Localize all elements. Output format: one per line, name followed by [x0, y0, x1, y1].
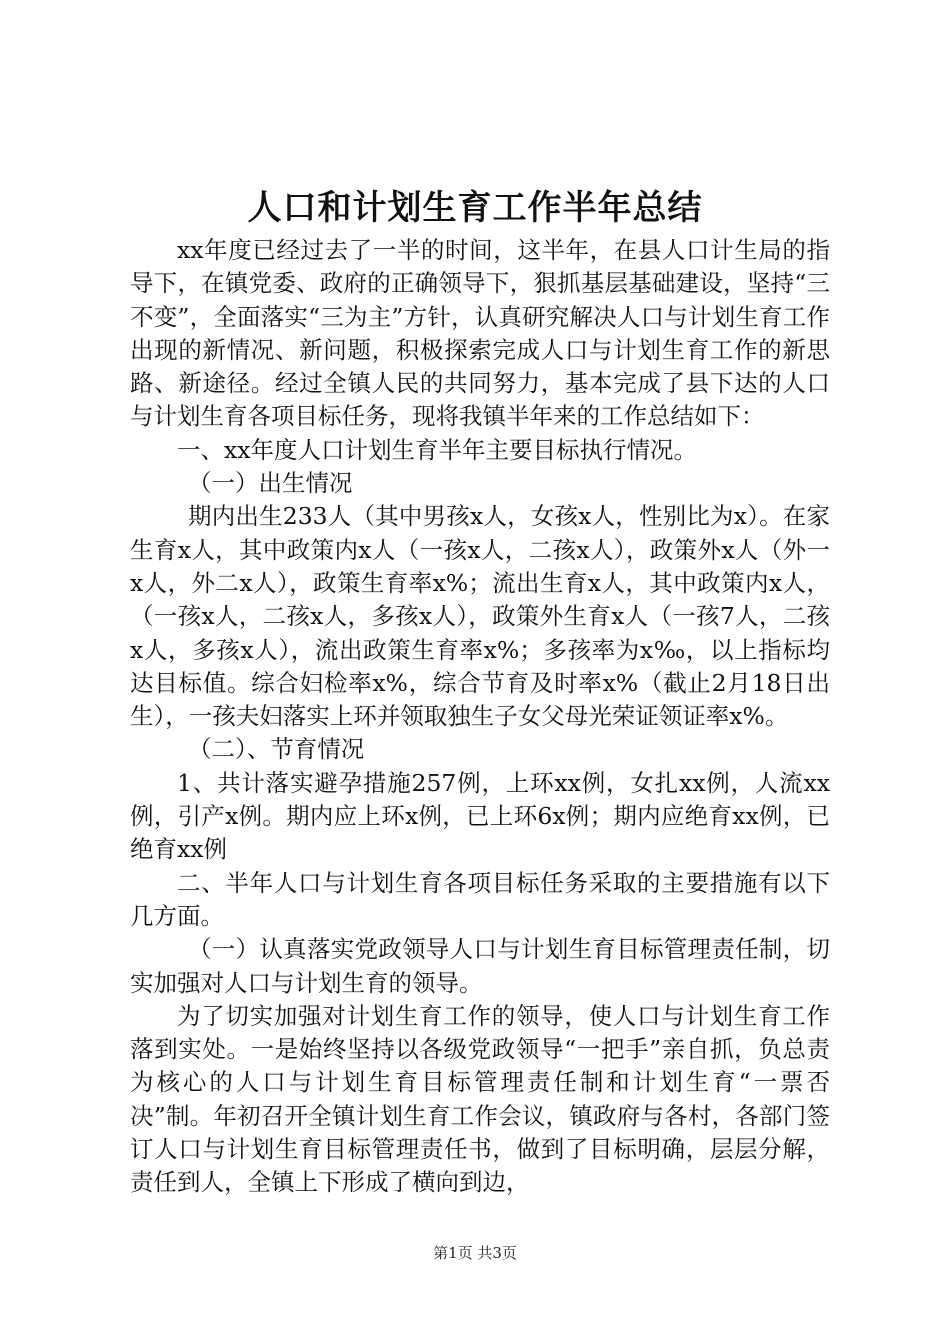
page-footer: 第1页 共3页 [433, 1244, 517, 1262]
section-heading-1: 一、xx年度人口计划生育半年主要目标执行情况。 [177, 435, 698, 464]
document-body [130, 234, 830, 1200]
subsection-heading-births: （一）出生情况 [188, 469, 353, 498]
responsibility-paragraph: 为了切实加强对计划生育工作的领导，使人口与计划生育工作落到实处。一是始终坚持以各级党政领导“一把手”亲自抓，负总责为核心的人口与计划生育目标管理责任制和计划生育“一票否决”制。年初召开全镇计划生育工作会议，镇政府与各村，各部门签订人口与计划生育目标管理责任书，做到了目标明确，层层分解，责任到人，全镇上下形成了横向到边， [130, 1001, 830, 1197]
subsection-heading-contraception: （二）、节育情况 [188, 735, 365, 764]
births-paragraph: 期内出生233人（其中男孩x人，女孩x人，性别比为x）。在家生育x人，其中政策内x人（一孩x人，二孩x人），政策外x人（外一x人，外二x人），政策生育率x%；流出生育x人，其中政策内x人，（一孩x人，二孩x人，多孩x人），政策外生育x人（一孩7人，二孩x人，多孩x人），流出政策生育率x%；多孩率为x‰，以上指标均达目标值。综合妇检率x%，综合节育及时率x%（截止2月18日出生），一孩夫妇落实上环并领取独生子女父母光荣证领证率x%。 [130, 502, 830, 731]
document-title: 人口和计划生育工作半年总结 [247, 188, 703, 228]
intro-paragraph: xx年度已经过去了一半的时间，这半年，在县人口计生局的指导下，在镇党委、政府的正确领导下，狠抓基层基础建设，坚持“三不变”，全面落实“三为主”方针，认真研究解决人口与计划生育工作出现的新情况、新问题，积极探索完成人口与计划生育工作的新思路、新途径。经过全镇人民的共同努力，基本完成了县下达的人口与计划生育各项目标任务，现将我镇半年来的工作总结如下： [130, 236, 830, 431]
contraception-paragraph: 1、共计落实避孕措施257例，上环xx例，女扎xx例，人流xx例，引产x例。期内应上环x例，已上环6x例；期内应绝育xx例，已绝育xx例 [130, 768, 830, 864]
subsection-heading-responsibility: （一）认真落实党政领导人口与计划生育目标管理责任制，切实加强对人口与计划生育的领导。 [130, 935, 830, 997]
section-heading-2: 二、半年人口与计划生育各项目标任务采取的主要措施有以下几方面。 [130, 868, 830, 930]
